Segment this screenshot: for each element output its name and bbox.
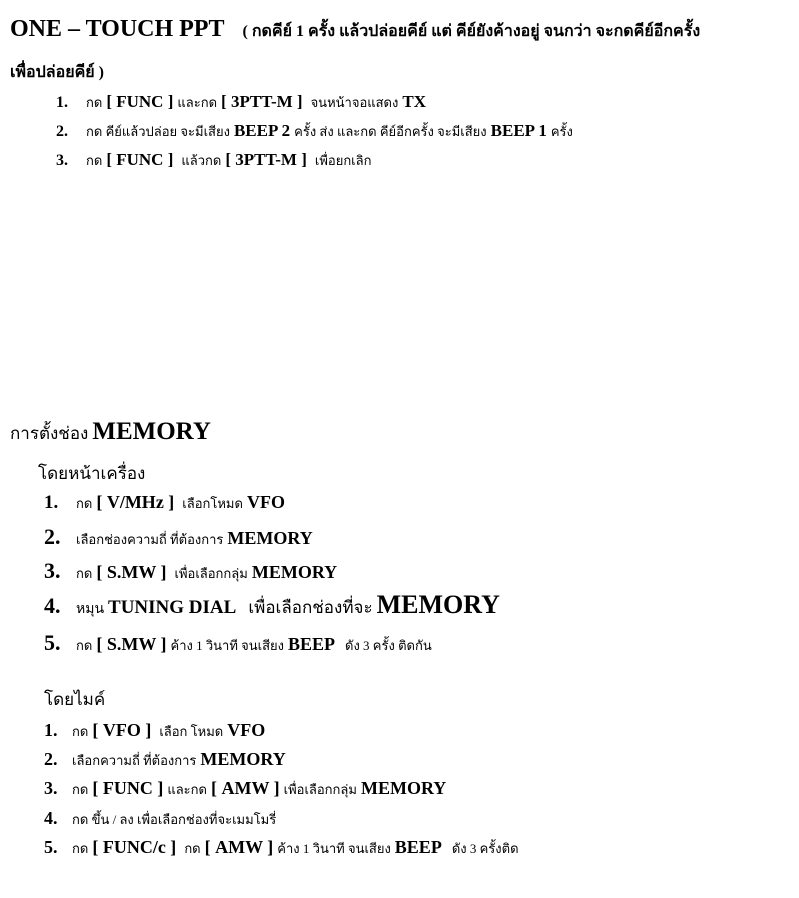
front-step-3 bbox=[44, 558, 337, 584]
key-label: [ FUNC ] bbox=[106, 92, 174, 111]
step-number: 3. bbox=[44, 778, 58, 798]
ppt-step-2 bbox=[56, 121, 573, 142]
step-text: และกด bbox=[177, 95, 218, 110]
step-text: ดัง 3 ครั้ง ติดกัน bbox=[345, 638, 432, 653]
key-label: [ FUNC ] bbox=[92, 778, 164, 798]
step-number: 3. bbox=[44, 558, 61, 583]
ppt-step-1 bbox=[56, 92, 426, 113]
key-label: [ FUNC/c ] bbox=[92, 837, 177, 857]
step-text: จนหน้าจอแสดง bbox=[310, 95, 399, 110]
key-label: [ 3PTT-M ] bbox=[221, 92, 303, 111]
step-text: เพื่อเลือกกลุ่ม bbox=[174, 566, 248, 581]
step-number: 5. bbox=[44, 630, 61, 655]
front-step-2 bbox=[44, 524, 313, 550]
mode-label: VFO bbox=[227, 720, 266, 740]
key-label: [ 3PTT-M ] bbox=[225, 150, 307, 169]
step-number: 1. bbox=[56, 94, 68, 111]
step-text: กด ขึ้น / ลง เพื่อเลือกช่องที่จะเมมโมรี่ bbox=[72, 812, 277, 827]
step-text: หมุน bbox=[76, 602, 105, 617]
mic-step-5 bbox=[44, 837, 519, 859]
step-text: ดัง 3 ครั้งติด bbox=[451, 841, 519, 856]
ppt-step-3 bbox=[56, 150, 371, 171]
step-number: 5. bbox=[44, 837, 58, 857]
key-label: [ S.MW ] bbox=[96, 634, 167, 654]
dial-label: TUNING DIAL bbox=[108, 597, 237, 618]
step-text: เลือกความถี่ ที่ต้องการ bbox=[72, 753, 197, 768]
front-panel-heading: โดยหน้าเครื่อง bbox=[38, 464, 146, 483]
mode-label: VFO bbox=[246, 492, 285, 512]
page-title: ONE – TOUCH PPT bbox=[10, 16, 225, 42]
memory-label: MEMORY bbox=[227, 528, 313, 548]
step-number: 1. bbox=[44, 492, 59, 513]
step-text: แล้วกด bbox=[181, 153, 222, 168]
header-line1 bbox=[10, 16, 700, 44]
memory-label: MEMORY bbox=[360, 778, 447, 798]
header-note: ( กดคีย์ 1 ครั้ง แล้วปล่อยคีย์ แต่ คีย์ยังค้างอยู่ จนกว่า จะกดคีย์อีกครั้ง bbox=[242, 23, 701, 40]
key-label: [ AMW ] bbox=[210, 778, 280, 798]
memory-section-title bbox=[10, 418, 211, 447]
step-text: ครั้ง ส่ง และกด คีย์อีกครั้ง จะมีเสียง bbox=[294, 124, 487, 139]
beep-label: BEEP bbox=[394, 837, 442, 857]
step-text: กด bbox=[72, 724, 89, 739]
step-number: 2. bbox=[44, 749, 58, 769]
key-label: [ VFO ] bbox=[92, 720, 152, 740]
step-text: เลือกโหมด bbox=[182, 496, 243, 511]
memory-label: MEMORY bbox=[200, 749, 286, 769]
key-label: [ V/MHz ] bbox=[96, 492, 175, 512]
front-step-4 bbox=[44, 590, 500, 621]
display-text: TX bbox=[402, 92, 426, 111]
key-label: [ S.MW ] bbox=[96, 562, 167, 582]
key-label: [ AMW ] bbox=[204, 837, 274, 857]
header-note-continued: เพื่อปล่อยคีย์ ) bbox=[10, 64, 104, 81]
step-text: กด bbox=[86, 153, 103, 168]
step-text: กด bbox=[72, 841, 89, 856]
step-text: เพื่อเลือกช่องที่จะ bbox=[248, 598, 373, 617]
step-text: กด bbox=[76, 638, 93, 653]
mic-step-1 bbox=[44, 720, 265, 742]
step-text: ครั้ง bbox=[550, 124, 573, 139]
beep-count: BEEP 2 bbox=[233, 121, 291, 140]
step-number: 3. bbox=[56, 152, 68, 169]
beep-count: BEEP 1 bbox=[490, 121, 547, 140]
step-text: กด bbox=[76, 496, 93, 511]
step-number: 4. bbox=[44, 593, 61, 618]
memory-label: MEMORY bbox=[251, 562, 338, 582]
step-number: 1. bbox=[44, 720, 58, 740]
memory-label: MEMORY bbox=[376, 590, 500, 619]
step-number: 2. bbox=[56, 123, 68, 140]
step-text: และกด bbox=[167, 782, 207, 797]
step-text: เพื่อเลือกกลุ่ม bbox=[283, 782, 357, 797]
key-label: [ FUNC ] bbox=[106, 150, 174, 169]
mic-step-4 bbox=[44, 808, 276, 830]
section-title-english: MEMORY bbox=[92, 418, 211, 445]
front-step-5 bbox=[44, 630, 432, 656]
step-text: กด คีย์แล้วปล่อย จะมีเสียง bbox=[86, 124, 230, 139]
step-text: กด bbox=[184, 841, 201, 856]
step-text: ค้าง 1 วินาที จนเสียง bbox=[170, 638, 284, 653]
step-number: 4. bbox=[44, 808, 58, 828]
beep-label: BEEP bbox=[288, 634, 336, 654]
mic-heading: โดยไมค์ bbox=[44, 690, 106, 709]
section-title-thai: การตั้งช่อง bbox=[10, 424, 89, 443]
front-step-1 bbox=[44, 492, 285, 514]
step-text: ค้าง 1 วินาที จนเสียง bbox=[277, 841, 391, 856]
mic-step-2 bbox=[44, 749, 286, 771]
step-text: กด bbox=[76, 566, 93, 581]
step-text: เลือกช่องความถี่ ที่ต้องการ bbox=[76, 532, 224, 547]
step-text: กด bbox=[72, 782, 89, 797]
step-number: 2. bbox=[44, 524, 61, 549]
step-text: กด bbox=[86, 95, 103, 110]
step-text: เพื่อยกเลิก bbox=[314, 153, 372, 168]
mic-step-3 bbox=[44, 778, 446, 800]
step-text: เลือก โหมด bbox=[159, 724, 224, 739]
